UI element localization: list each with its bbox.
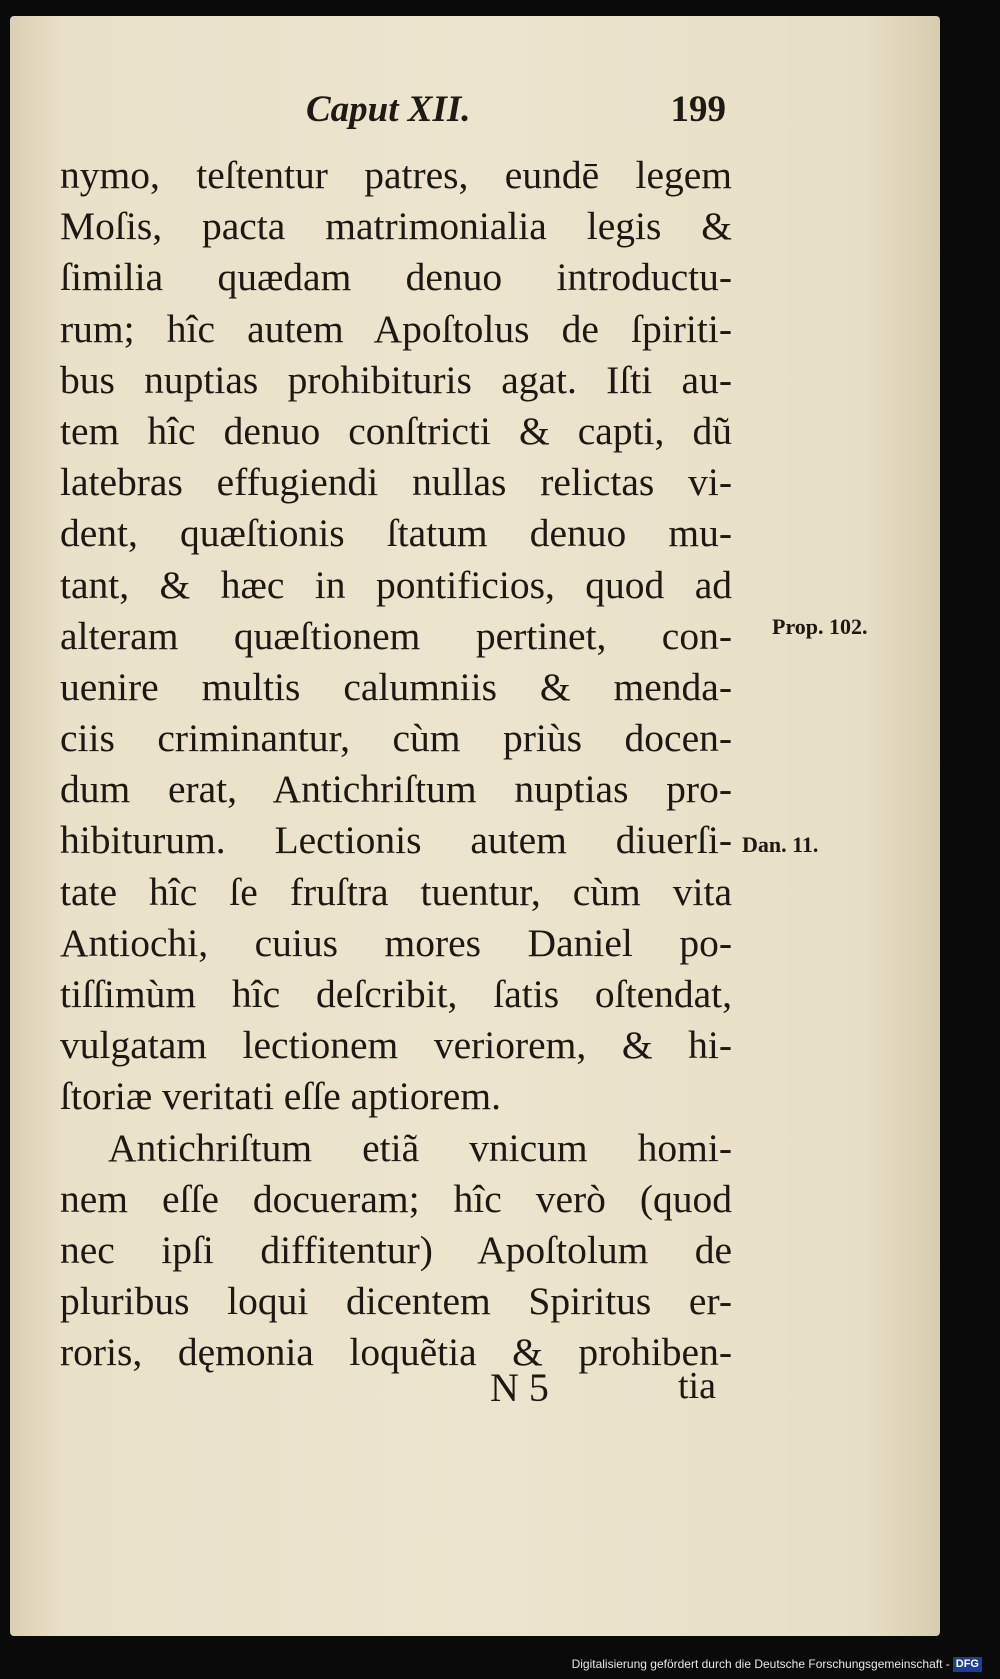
dfg-logo: DFG	[953, 1657, 982, 1672]
digitization-credit	[572, 1655, 982, 1673]
catchword: tia	[678, 1365, 716, 1407]
text-line: tiſſimùm hîc deſcribit, ſatis oſtendat,	[60, 972, 732, 1016]
running-title: Caput XII.	[306, 89, 471, 130]
text-line: nymo, teſtentur patres, eundē legem	[60, 153, 732, 197]
text-line: tate hîc ſe fruſtra tuentur, cùm vita	[60, 869, 732, 914]
text-line: tem hîc denuo conſtricti & capti, dũ	[60, 408, 732, 453]
text-line: nec ipſi diffitentur) Apoſtolum de	[60, 1227, 732, 1272]
text-line: Antiochi, cuius mores Daniel po-	[60, 920, 732, 965]
margin-note-prop: Prop. 102.	[772, 614, 868, 639]
credit-text: Digitalisierung gefördert durch die Deutsche Forschungsgemeinschaft -	[571, 1657, 950, 1671]
text-line: roris, dęmonia loquẽtia & prohiben-	[60, 1330, 732, 1375]
text-line: latebras effugiendi nullas relictas vi-	[60, 460, 732, 505]
text-line: hibiturum. Lectionis autem diuerſi-	[60, 818, 732, 863]
text-line: pluribus loqui dicentem Spiritus er-	[60, 1279, 732, 1324]
text-line: ſtoriæ veritati eſſe aptiorem.	[60, 1074, 501, 1119]
text-line: uenire multis calumniis & menda-	[60, 664, 732, 709]
text-line: bus nuptias prohibituris agat. Iſti au-	[60, 357, 732, 402]
text-line: ciis criminantur, cùm priùs docen-	[60, 716, 732, 761]
text-line: alteram quæſtionem pertinet, con-	[60, 613, 732, 658]
page-number: 199	[670, 89, 726, 130]
text-line: dum erat, Antichriſtum nuptias pro-	[60, 767, 732, 812]
text-line: nem eſſe docueram; hîc verò (quod	[60, 1176, 732, 1221]
text-line: Antichriſtum etiã vnicum homi-	[108, 1125, 732, 1170]
text-line: ſimilia quædam denuo introductu-	[60, 255, 732, 300]
margin-note-dan: Dan. 11.	[742, 832, 819, 857]
signature-mark: N 5	[490, 1365, 549, 1410]
text-line: dent, quæſtionis ſtatum denuo mu-	[60, 511, 732, 556]
text-line: Moſis, pacta matrimonialia legis &	[60, 204, 732, 249]
body-text	[60, 150, 732, 1379]
text-line: tant, & hæc in pontificios, quod ad	[60, 562, 732, 607]
text-line: rum; hîc autem Apoſtolus de ſpiriti-	[60, 306, 732, 351]
page-header	[306, 88, 726, 138]
text-line: vulgatam lectionem veriorem, & hi-	[60, 1023, 732, 1068]
